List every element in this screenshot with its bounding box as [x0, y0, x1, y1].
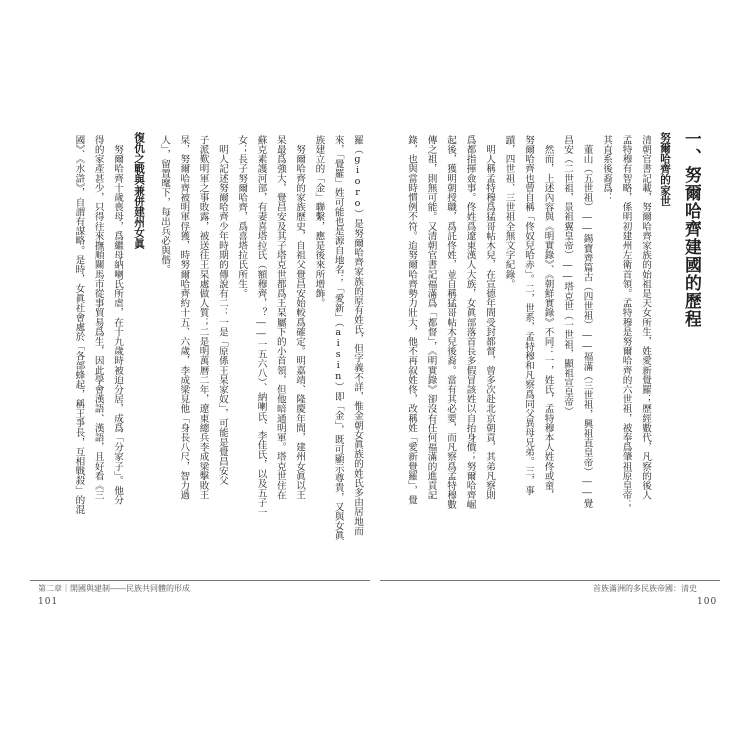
left-text-column-3: 族建立的「金」聯繫，應是後來所增飾。	[313, 135, 325, 308]
right-text-column-13: 錄，也與當時慣例不符。迨努爾哈齊勢力壯大，他不再叙姓佟，改稱姓「愛新覺羅」，覺	[406, 135, 417, 505]
left-text-column-1: 羅（gioro）是努爾哈齊家族的原有姓氏，但字義不詳，惟金朝女眞族的姓氏多由居地而	[352, 135, 363, 536]
left-text-column-6: 蘇克素護河部，有妻喜塔拉氏（額穆齊，？――一五六八）、納喇氏、李佳氏，以及五子一	[255, 135, 267, 517]
right-text-column-4: 董山（五世祖）――錫寶齊篇古（四世祖）――福滿（三世祖，興祖直皇帝）――覺	[581, 135, 593, 509]
right-text-column-1: 清朝官書記載，努爾哈齊家族的始祖是天女所生，姓愛新覺羅；歷經數代，凡察的後人	[640, 135, 651, 500]
right-text-column-7: 努爾哈齊也曾自稱「佟奴兒哈赤」。二，世系，孟特穆和凡察爲同父異母兄弟。三，事	[523, 135, 534, 495]
footer-rule-right	[380, 580, 720, 581]
left-text-column-10: 杲，努爾哈齊被明軍俘獲，時努爾哈齊約十五、六歲，李成梁見他「身長八尺，智力過	[178, 135, 190, 500]
right-text-column-8: 蹟，四世祖、三世祖全無文字紀錄。	[503, 135, 515, 289]
left-text-column-4: 努爾哈齊的家族歷史，自祖父覺昌安始較爲確定。明嘉靖、隆慶年間，建州女眞以王	[294, 135, 306, 500]
right-text-column-12: 傳之祖，則無可能。又清朝官書記福滿爲「都督」，《明實錄》卻沒有任何福滿的進貢記	[425, 135, 437, 500]
right-text-column-2: 孟特穆有智略，係明初建州左衛首領。孟特穆是努爾哈齊的六世祖，被奉爲肇祖原皇帝；	[620, 135, 632, 510]
left-text-column-7: 女；長子努爾哈齊，爲喜塔拉氏所生。	[236, 135, 248, 299]
running-head-left: 第二章｜開國與建制――民族共同體的形成	[38, 584, 190, 593]
right-text-column-3: 其直系後裔爲：	[601, 135, 612, 203]
right-page	[380, 130, 725, 600]
left-text-column-b-1: 努爾哈齊十歲喪母，爲繼母納喇氏所虐，在十九歲時被迫分居，成爲「分家子」。他分	[112, 135, 123, 505]
left-text-column-8: 明人記述努爾哈齊少年時期的傳說有二：一是「原係王杲家奴」，可能是覺昌安父	[216, 135, 228, 486]
page-number-right: 100	[697, 597, 718, 607]
footer-rule-left	[30, 580, 370, 581]
left-text-column-11: 人」，留置麾下，每出兵必與偕。	[159, 135, 170, 275]
left-text-column-b-2: 得的家產甚少，只得往來撫順關馬市從事貿易爲生，因此學會漢語、漢語，且好看《三	[92, 135, 104, 500]
right-text-column-5: 昌安（二世祖，景祖翼皇帝）――塔克世（一世祖，顯祖宣皇帝）	[562, 135, 573, 417]
left-text-column-5: 杲最爲強大，覺昌安及其子塔克世都爲王杲屬下的小首領，但他暗通明軍。塔克世住在	[274, 135, 286, 500]
section-heading: 努爾哈齊的家世	[659, 132, 671, 207]
right-text-column-6: 然而，上述內容與《明實錄》、《朝鮮實錄》不同：一，姓氏，孟特穆本人姓佟或童，	[542, 135, 554, 500]
left-page	[30, 130, 375, 600]
right-text-column-9: 明人稱孟特穆爲猛哥帖木兒，在宣德年間受封都督，曾多次赴北京朝貢，其弟凡察則	[484, 135, 495, 500]
chapter-heading: 一、努爾哈齊建國的歷程	[681, 130, 701, 328]
right-text-column-10: 爲都指揮僉事。佟姓爲遼東漢人大族，女眞部落首長多假冒該姓以自抬身價；努爾哈齊崛	[464, 135, 476, 510]
left-text-column-b-3: 國》、《水滸》，自謂有謀略。是時，女眞社會處於「各部蜂起，稱王爭長，互相戰殺」的混	[73, 135, 85, 515]
left-text-column-2: 來，「覺羅」姓可能也是源自地名；「愛新」（aisin）即「金」，既可顯示尊貴，又與女眞	[332, 135, 344, 541]
right-text-column-11: 起後，獲明朝授職，爲託佟姓，並自稱猛哥帖木兒後裔。當有其必要，而凡察爲孟特穆數	[445, 135, 456, 510]
left-text-column-9: 子派歎明軍之事敗露，被送往王杲處做人質；二是明萬曆二年，遼東總兵李成梁擊敗王	[197, 135, 209, 500]
page-number-left: 101	[38, 597, 59, 607]
running-head-right: 首族滿洲的多民族帝國：清史	[593, 584, 697, 593]
section-heading-left: 復仇之戰與兼併建州女眞	[133, 132, 145, 249]
